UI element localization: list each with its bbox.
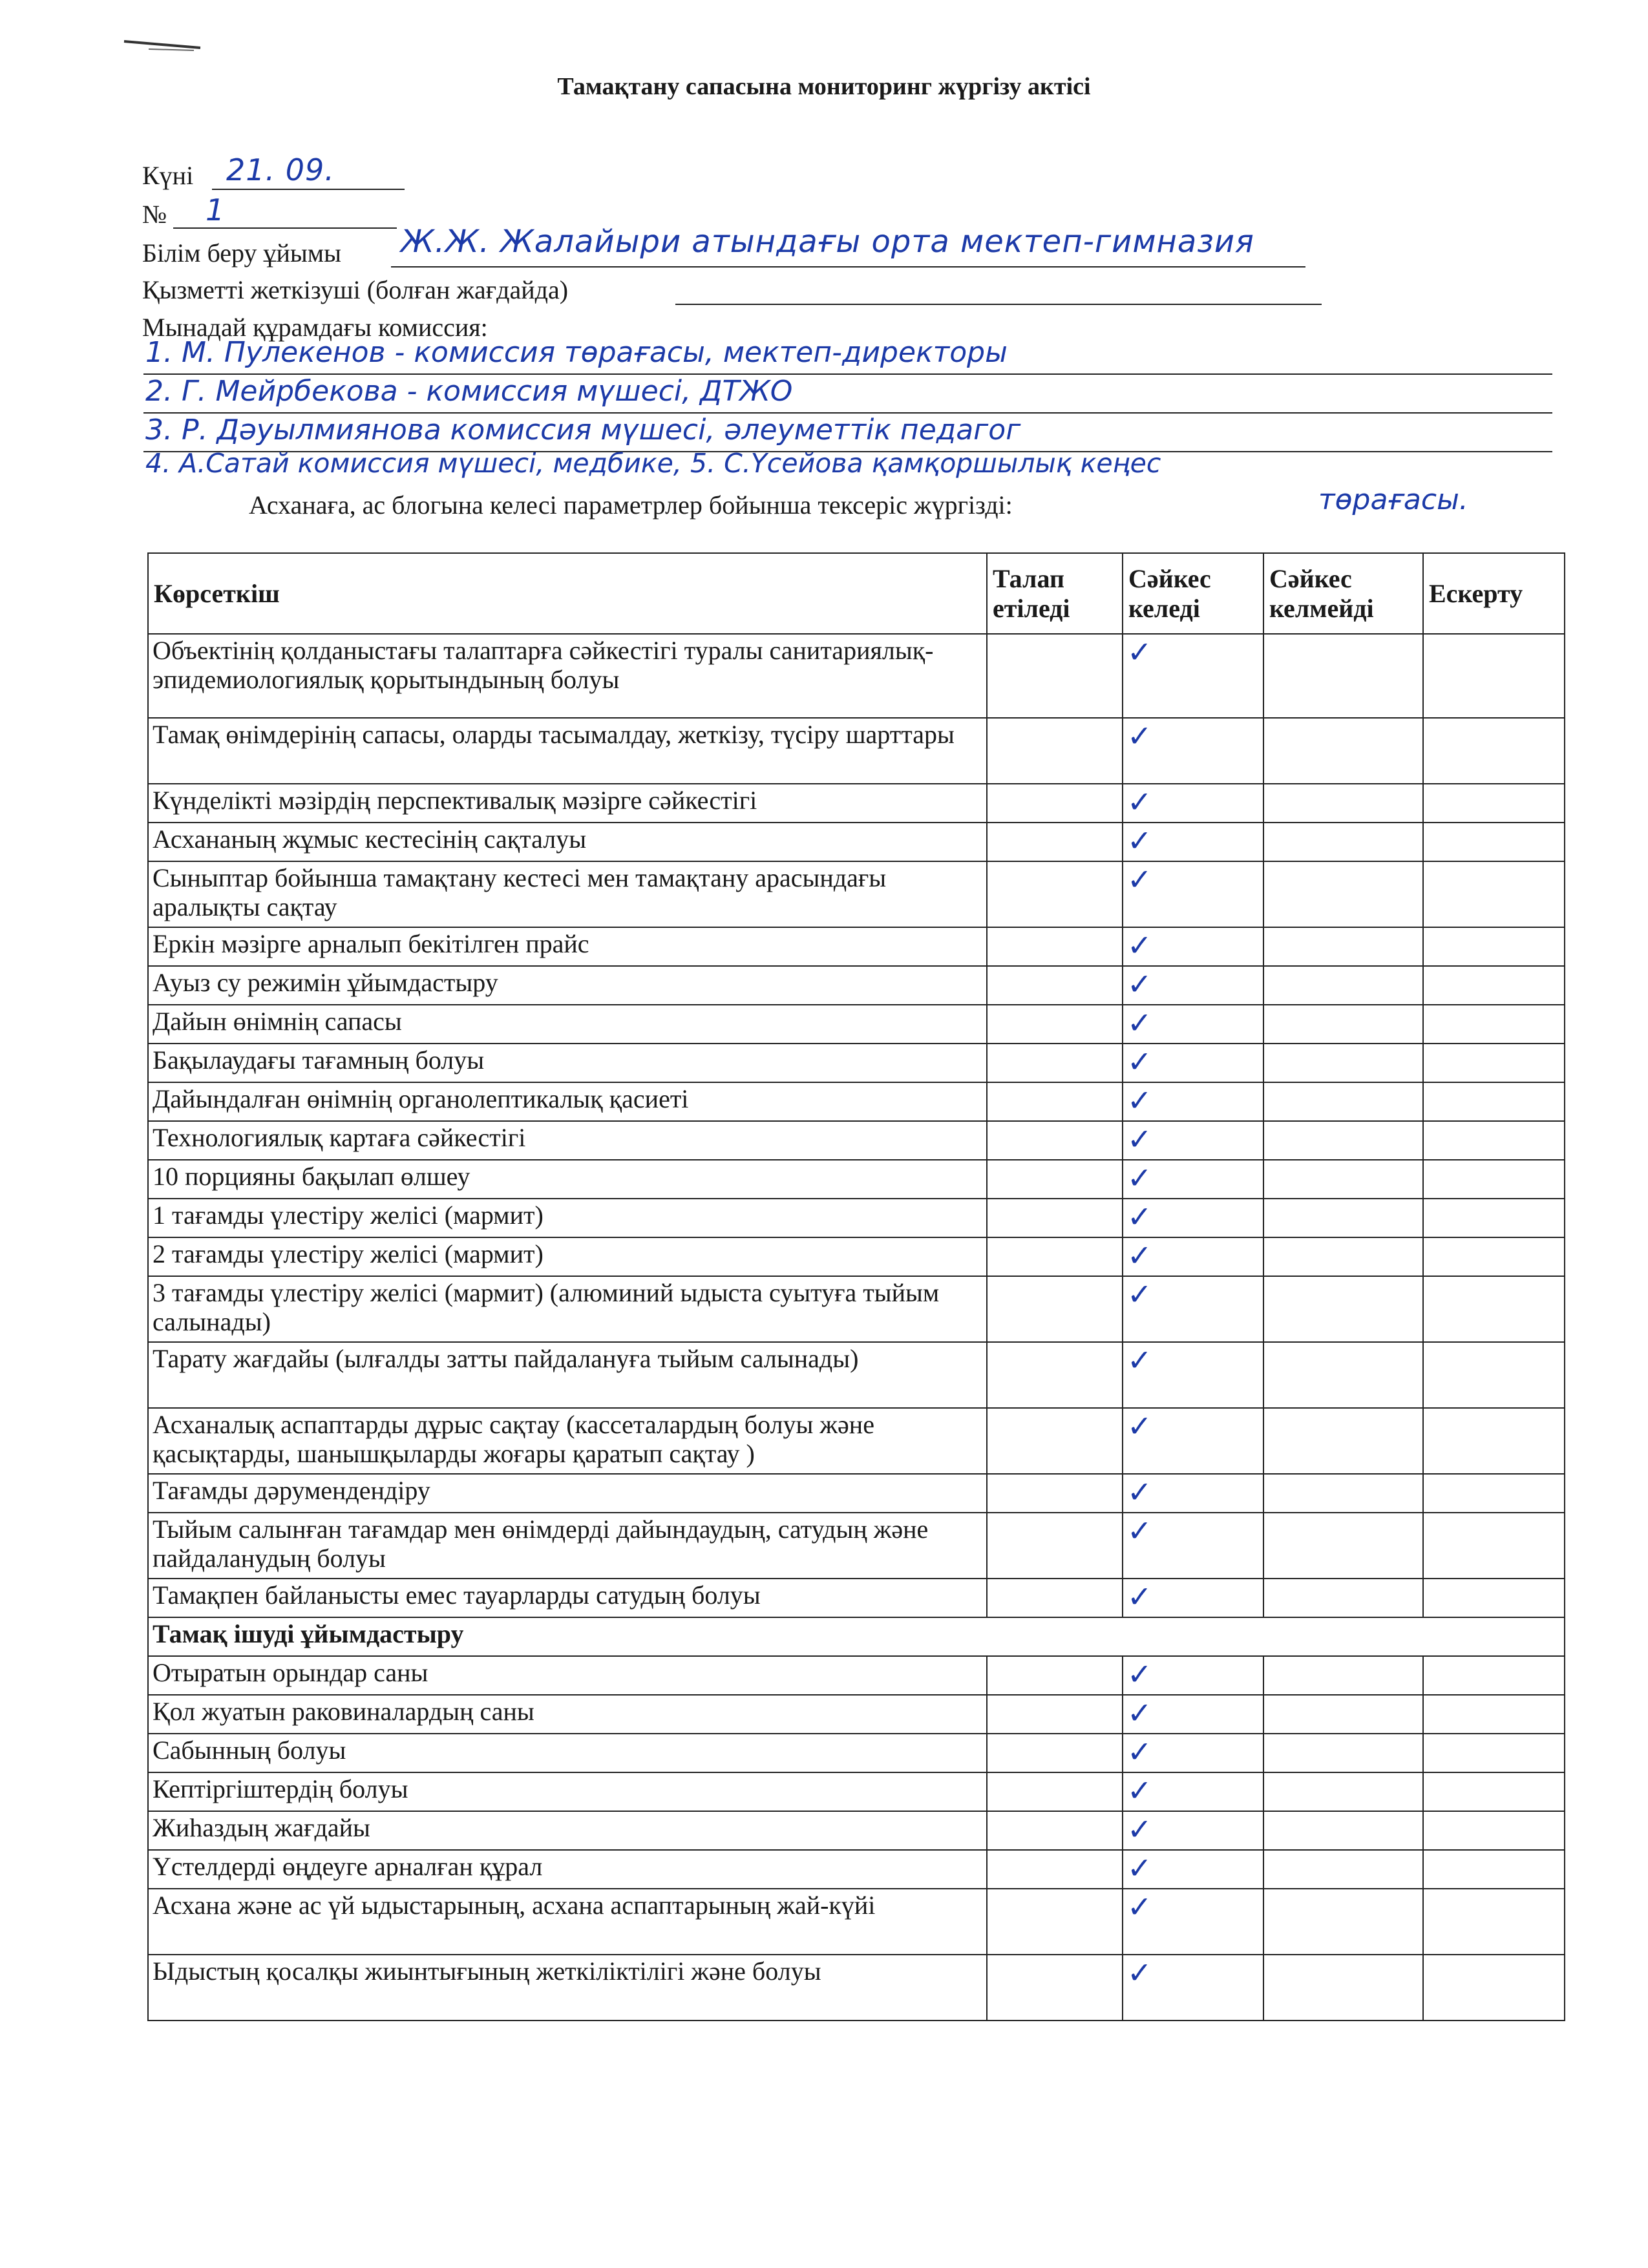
table-row <box>148 1342 1565 1408</box>
compliant-cell: ✓ <box>1123 823 1263 861</box>
table-row <box>148 861 1565 927</box>
note-cell <box>1423 1160 1565 1199</box>
required-cell <box>987 1121 1123 1160</box>
table-row <box>148 1044 1565 1082</box>
noncompliant-cell <box>1263 861 1423 927</box>
indicator-cell: Отыратын орындар саны <box>148 1656 987 1695</box>
compliant-cell: ✓ <box>1123 1811 1263 1850</box>
note-cell <box>1423 1121 1565 1160</box>
compliant-cell: ✓ <box>1123 1695 1263 1734</box>
indicator-cell: Жиһаздың жағдайы <box>148 1811 987 1850</box>
compliant-cell: ✓ <box>1123 1734 1263 1772</box>
note-cell <box>1423 1850 1565 1889</box>
table-header-row <box>148 553 1565 634</box>
note-cell <box>1423 1955 1565 2021</box>
required-cell <box>987 1044 1123 1082</box>
note-cell <box>1423 1772 1565 1811</box>
required-cell <box>987 1513 1123 1579</box>
noncompliant-cell <box>1263 1474 1423 1513</box>
indicator-cell: 1 тағамды үлестіру желісі (мармит) <box>148 1199 987 1237</box>
note-cell <box>1423 823 1565 861</box>
required-cell <box>987 1734 1123 1772</box>
table-body <box>148 634 1565 2021</box>
indicator-cell: Объектінің қолданыстағы талаптарға сәйкестігі туралы санитариялық-эпидемиологиялық қорытындының болуы <box>148 634 987 718</box>
indicator-cell: Тамақ өнімдерінің сапасы, оларды тасымалдау, жеткізу, түсіру шарттары <box>148 718 987 784</box>
required-cell <box>987 823 1123 861</box>
commission-member-2: 2. Г. Мейрбекова - комиссия мүшесі, ДТЖО <box>145 375 793 408</box>
indicator-cell: Асхана және ас үй ыдыстарының, асхана аспаптарының жай-күйі <box>148 1889 987 1955</box>
table-row <box>148 1772 1565 1811</box>
note-cell <box>1423 634 1565 718</box>
table-row <box>148 1695 1565 1734</box>
compliant-cell: ✓ <box>1123 1955 1263 2021</box>
note-cell <box>1423 927 1565 966</box>
date-value: 21. 09. <box>226 152 335 187</box>
section-title: Тамақ ішуді ұйымдастыру <box>148 1617 1565 1656</box>
org-line <box>391 266 1305 268</box>
required-cell <box>987 1474 1123 1513</box>
table-row <box>148 823 1565 861</box>
required-cell <box>987 1850 1123 1889</box>
noncompliant-cell <box>1263 966 1423 1005</box>
noncompliant-cell <box>1263 1513 1423 1579</box>
noncompliant-cell <box>1263 1199 1423 1237</box>
indicator-cell: 2 тағамды үлестіру желісі (мармит) <box>148 1237 987 1276</box>
compliant-cell: ✓ <box>1123 784 1263 823</box>
noncompliant-cell <box>1263 1656 1423 1695</box>
commission-continuation: төрағасы. <box>1318 483 1468 516</box>
noncompliant-cell <box>1263 1955 1423 2021</box>
table-row <box>148 718 1565 784</box>
document-title: Тамақтану сапасына мониторинг жүргізу актісі <box>557 73 1091 100</box>
table-row <box>148 966 1565 1005</box>
noncompliant-cell <box>1263 1772 1423 1811</box>
indicator-cell: Үстелдерді өңдеуге арналған құрал <box>148 1850 987 1889</box>
col-compliant: Сәйкес келеді <box>1123 553 1263 634</box>
note-cell <box>1423 1044 1565 1082</box>
indicator-cell: Асханалық аспаптарды дұрыс сақтау (кассеталардың болуы және қасықтарды, шанышқыларды жоғары қаратып сақтау ) <box>148 1408 987 1474</box>
compliant-cell: ✓ <box>1123 1889 1263 1955</box>
required-cell <box>987 634 1123 718</box>
compliant-cell: ✓ <box>1123 966 1263 1005</box>
required-cell <box>987 1082 1123 1121</box>
org-label: Білім беру ұйымы <box>142 238 341 268</box>
required-cell <box>987 1342 1123 1408</box>
indicator-cell: Қол жуатын раковиналардың саны <box>148 1695 987 1734</box>
noncompliant-cell <box>1263 823 1423 861</box>
section-row <box>148 1617 1565 1656</box>
col-noncompliant: Сәйкес келмейді <box>1263 553 1423 634</box>
compliant-cell: ✓ <box>1123 1474 1263 1513</box>
table-row <box>148 1160 1565 1199</box>
org-value: Ж.Ж. Жалайыри атындағы орта мектеп-гимназия <box>401 224 1254 260</box>
required-cell <box>987 966 1123 1005</box>
indicator-cell: Бақылаудағы тағамның болуы <box>148 1044 987 1082</box>
table-row <box>148 1474 1565 1513</box>
required-cell <box>987 784 1123 823</box>
col-note: Ескерту <box>1423 553 1565 634</box>
note-cell <box>1423 1408 1565 1474</box>
indicator-cell: Ауыз су режимін ұйымдастыру <box>148 966 987 1005</box>
number-line <box>173 227 397 229</box>
compliant-cell: ✓ <box>1123 1044 1263 1082</box>
commission-member-1: 1. М. Пулекенов - комиссия төрағасы, мектеп-директоры <box>145 336 1008 369</box>
table-row <box>148 1121 1565 1160</box>
indicator-cell: Ыдыстың қосалқы жиынтығының жеткіліктілігі және болуы <box>148 1955 987 2021</box>
indicator-cell: 3 тағамды үлестіру желісі (мармит) (алюминий ыдыста суытуға тыйым салынады) <box>148 1276 987 1342</box>
noncompliant-cell <box>1263 1695 1423 1734</box>
compliant-cell: ✓ <box>1123 718 1263 784</box>
noncompliant-cell <box>1263 1342 1423 1408</box>
noncompliant-cell <box>1263 1044 1423 1082</box>
compliant-cell: ✓ <box>1123 861 1263 927</box>
col-indicator: Көрсеткіш <box>148 553 987 634</box>
supplier-line <box>675 304 1322 305</box>
noncompliant-cell <box>1263 1160 1423 1199</box>
compliant-cell: ✓ <box>1123 1579 1263 1617</box>
table-row <box>148 1811 1565 1850</box>
noncompliant-cell <box>1263 1734 1423 1772</box>
indicator-cell: Дайындалған өнімнің органолептикалық қасиеті <box>148 1082 987 1121</box>
required-cell <box>987 1695 1123 1734</box>
indicator-cell: Еркін мәзірге арналып бекітілген прайс <box>148 927 987 966</box>
compliant-cell: ✓ <box>1123 1772 1263 1811</box>
table-row <box>148 1955 1565 2021</box>
note-cell <box>1423 1513 1565 1579</box>
note-cell <box>1423 1005 1565 1044</box>
compliant-cell: ✓ <box>1123 1408 1263 1474</box>
noncompliant-cell <box>1263 634 1423 718</box>
noncompliant-cell <box>1263 1121 1423 1160</box>
table-row <box>148 1276 1565 1342</box>
number-label: № <box>142 200 167 229</box>
required-cell <box>987 1811 1123 1850</box>
required-cell <box>987 718 1123 784</box>
required-cell <box>987 1955 1123 2021</box>
note-cell <box>1423 784 1565 823</box>
required-cell <box>987 1656 1123 1695</box>
required-cell <box>987 1579 1123 1617</box>
note-cell <box>1423 1342 1565 1408</box>
compliant-cell: ✓ <box>1123 1850 1263 1889</box>
indicator-cell: Сыныптар бойынша тамақтану кестесі мен тамақтану арасындағы аралықты сақтау <box>148 861 987 927</box>
note-cell <box>1423 1656 1565 1695</box>
noncompliant-cell <box>1263 1082 1423 1121</box>
required-cell <box>987 1160 1123 1199</box>
supplier-label: Қызметті жеткізуші (болған жағдайда) <box>142 275 569 304</box>
note-cell <box>1423 1082 1565 1121</box>
compliant-cell: ✓ <box>1123 1513 1263 1579</box>
required-cell <box>987 1889 1123 1955</box>
commission-member-4: 4. А.Сатай комиссия мүшесі, медбике, 5. С.Үсейова қамқоршылық кеңес <box>145 448 1161 479</box>
indicator-cell: Сабынның болуы <box>148 1734 987 1772</box>
noncompliant-cell <box>1263 1811 1423 1850</box>
table-row <box>148 1579 1565 1617</box>
required-cell <box>987 1005 1123 1044</box>
note-cell <box>1423 1695 1565 1734</box>
required-cell <box>987 1237 1123 1276</box>
indicator-cell: Асхананың жұмыс кестесінің сақталуы <box>148 823 987 861</box>
indicator-cell: Күнделікті мәзірдің перспективалық мәзірге сәйкестігі <box>148 784 987 823</box>
number-value: 1 <box>206 193 226 227</box>
noncompliant-cell <box>1263 1889 1423 1955</box>
note-cell <box>1423 718 1565 784</box>
table-row <box>148 1408 1565 1474</box>
noncompliant-cell <box>1263 1276 1423 1342</box>
required-cell <box>987 927 1123 966</box>
table-row <box>148 634 1565 718</box>
required-cell <box>987 1408 1123 1474</box>
required-cell <box>987 1199 1123 1237</box>
table-row <box>148 1199 1565 1237</box>
required-cell <box>987 861 1123 927</box>
note-cell <box>1423 1734 1565 1772</box>
compliant-cell: ✓ <box>1123 927 1263 966</box>
note-cell <box>1423 1474 1565 1513</box>
noncompliant-cell <box>1263 1237 1423 1276</box>
scan-mark <box>123 37 204 52</box>
note-cell <box>1423 1889 1565 1955</box>
indicator-cell: 10 порцияны бақылап өлшеу <box>148 1160 987 1199</box>
compliant-cell: ✓ <box>1123 1005 1263 1044</box>
note-cell <box>1423 1276 1565 1342</box>
noncompliant-cell <box>1263 1850 1423 1889</box>
compliant-cell: ✓ <box>1123 1342 1263 1408</box>
compliant-cell: ✓ <box>1123 1082 1263 1121</box>
table-row <box>148 1889 1565 1955</box>
date-label: Күні <box>142 161 194 190</box>
compliant-cell: ✓ <box>1123 1276 1263 1342</box>
indicator-cell: Тамақпен байланысты емес тауарларды сатудың болуы <box>148 1579 987 1617</box>
indicator-cell: Тыйым салынған тағамдар мен өнімдерді дайындаудың, сатудың және пайдаланудың болуы <box>148 1513 987 1579</box>
indicator-cell: Тағамды дәрумендендіру <box>148 1474 987 1513</box>
compliant-cell: ✓ <box>1123 1121 1263 1160</box>
compliant-cell: ✓ <box>1123 1237 1263 1276</box>
noncompliant-cell <box>1263 1005 1423 1044</box>
indicator-cell: Технологиялық картаға сәйкестігі <box>148 1121 987 1160</box>
note-cell <box>1423 1199 1565 1237</box>
noncompliant-cell <box>1263 1579 1423 1617</box>
table-row <box>148 1513 1565 1579</box>
noncompliant-cell <box>1263 718 1423 784</box>
compliant-cell: ✓ <box>1123 1199 1263 1237</box>
table-row <box>148 784 1565 823</box>
note-cell <box>1423 861 1565 927</box>
table-row <box>148 927 1565 966</box>
note-cell <box>1423 1579 1565 1617</box>
compliant-cell: ✓ <box>1123 1656 1263 1695</box>
compliant-cell: ✓ <box>1123 1160 1263 1199</box>
commission-label: Мынадай құрамдағы комиссия: <box>142 313 488 342</box>
compliant-cell: ✓ <box>1123 634 1263 718</box>
noncompliant-cell <box>1263 1408 1423 1474</box>
required-cell <box>987 1276 1123 1342</box>
inspection-table <box>147 552 1565 2021</box>
col-required: Талап етіледі <box>987 553 1123 634</box>
table-row <box>148 1082 1565 1121</box>
indicator-cell: Кептіргіштердің болуы <box>148 1772 987 1811</box>
table-row <box>148 1005 1565 1044</box>
note-cell <box>1423 1237 1565 1276</box>
table-row <box>148 1237 1565 1276</box>
date-line <box>212 189 405 190</box>
table-row <box>148 1734 1565 1772</box>
commission-member-3: 3. Р. Дәуылмиянова комиссия мүшесі, әлеуметтік педагог <box>145 414 1021 446</box>
intro-text: Асханаға, ас блогына келесі параметрлер бойынша тексеріс жүргізді: <box>249 490 1013 520</box>
table-row <box>148 1850 1565 1889</box>
noncompliant-cell <box>1263 784 1423 823</box>
noncompliant-cell <box>1263 927 1423 966</box>
indicator-cell: Дайын өнімнің сапасы <box>148 1005 987 1044</box>
table-row <box>148 1656 1565 1695</box>
note-cell <box>1423 966 1565 1005</box>
note-cell <box>1423 1811 1565 1850</box>
required-cell <box>987 1772 1123 1811</box>
indicator-cell: Тарату жағдайы (ылғалды затты пайдалануға тыйым салынады) <box>148 1342 987 1408</box>
